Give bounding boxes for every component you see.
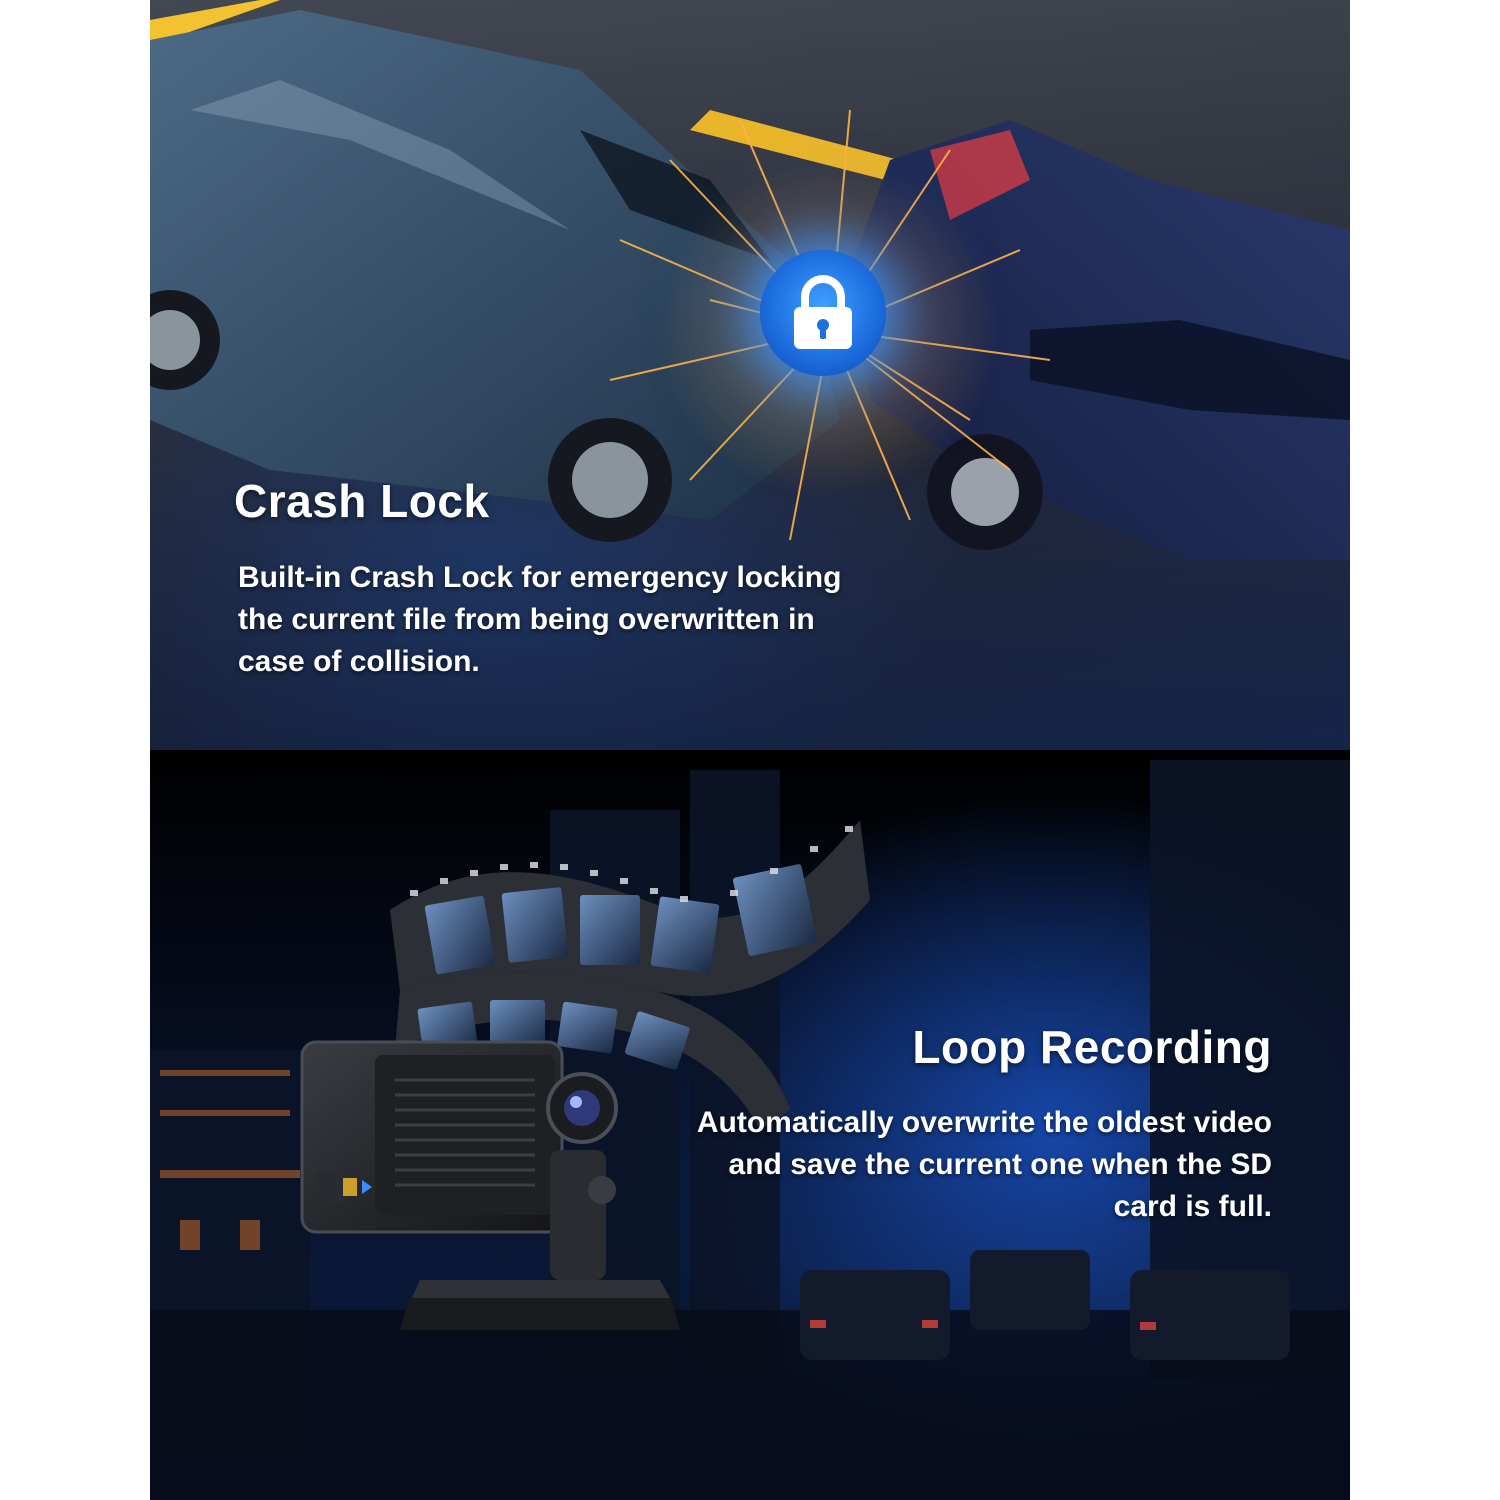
crash-lock-badge — [760, 250, 886, 376]
crash-lock-title: Crash Lock — [234, 475, 490, 527]
loop-recording-description: Automatically overwrite the oldest video and save the current one when the SD card is full. — [696, 1106, 1272, 1223]
crash-lock-description: Built-in Crash Lock for emergency locking the current file from being overwritten in case of collision. — [238, 561, 842, 678]
loop-recording-title: Loop Recording — [912, 1021, 1272, 1073]
crash-lock-panel — [150, 0, 1350, 750]
product-feature-image — [150, 0, 1350, 1500]
lock-icon — [788, 275, 858, 351]
loop-recording-panel — [150, 750, 1350, 1500]
